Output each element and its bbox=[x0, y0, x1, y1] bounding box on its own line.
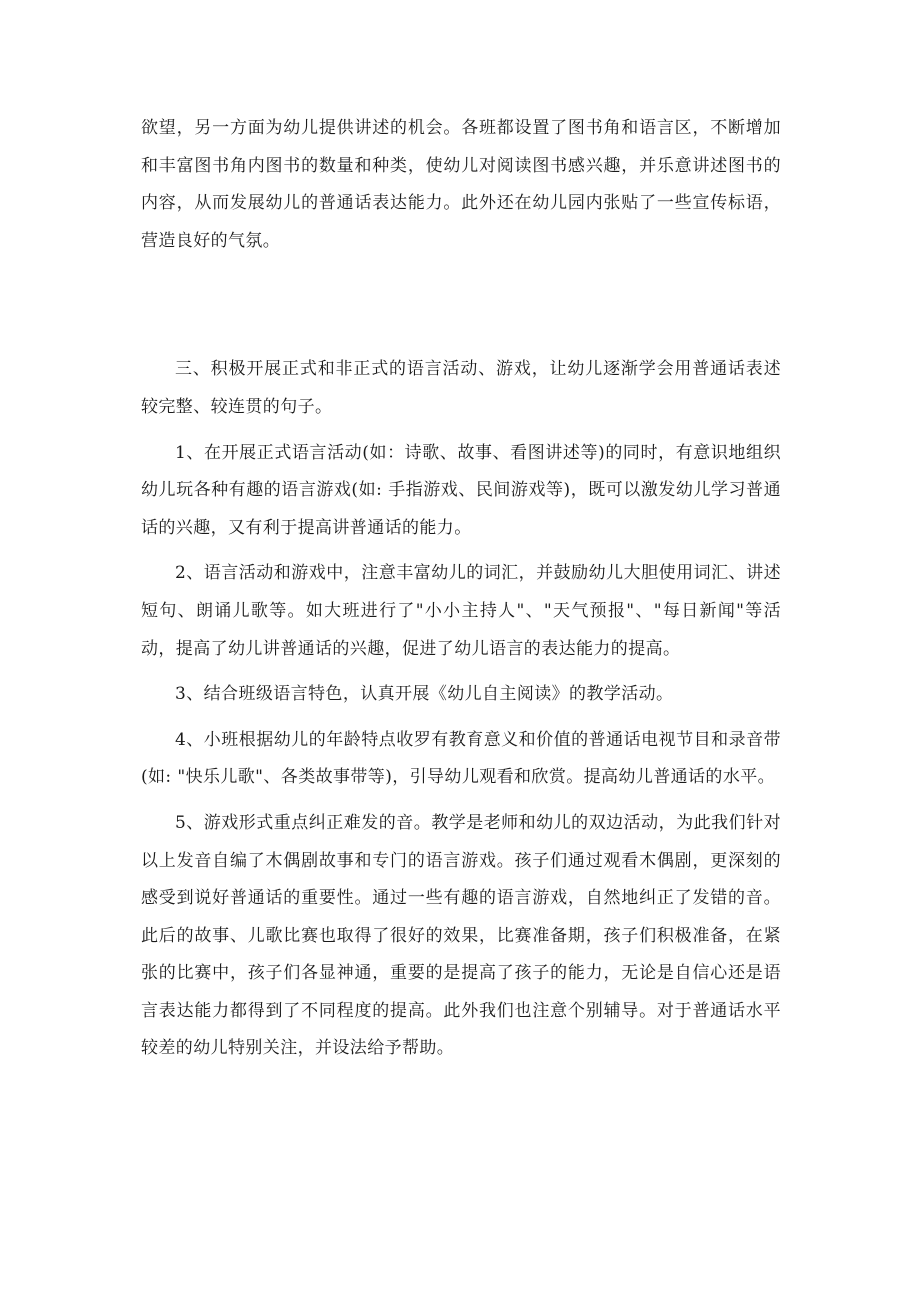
paragraph-item-3: 3、结合班级语言特色，认真开展《幼儿自主阅读》的教学活动。 bbox=[175, 684, 674, 705]
paragraph-continuation: 欲望，另一方面为幼儿提供讲述的机会。各班都设置了图书角和语言区，不断增加和丰富图书角内图书的数量和种类，使幼儿对阅读图书感兴趣，并乐意讲述图书的内容，从而发展幼儿的普通话表达能力。此外还在幼儿园内张贴了一些宣传标语，营造良好的气氛。 bbox=[141, 118, 781, 251]
document-body bbox=[141, 110, 781, 1068]
paragraph-item-2: 2、语言活动和游戏中，注意丰富幼儿的词汇，并鼓励幼儿大胆使用词汇、讲述短句、朗诵儿歌等。如大班进行了"小小主持人"、"天气预报"、"每日新闻"等活动，提高了幼儿讲普通话的兴趣，促进了幼儿语言的表达能力的提高。 bbox=[141, 563, 781, 659]
paragraph-item-5: 5、游戏形式重点纠正难发的音。教学是老师和幼儿的双边活动，为此我们针对以上发音自编了木偶剧故事和专门的语言游戏。孩子们通过观看木偶剧，更深刻的感受到说好普通话的重要性。通过一些有趣的语言游戏，自然地纠正了发错的音。此后的故事、儿歌比赛也取得了很好的效果，比赛准备期，孩子们积极准备，在紧张的比赛中，孩子们各显神通，重要的是提高了孩子的能力，无论是自信心还是语言表达能力都得到了不同程度的提高。此外我们也注意个别辅导。对于普通话水平较差的幼儿特别关注，并设法给予帮助。 bbox=[141, 812, 781, 1059]
section-heading-three: 三、积极开展正式和非正式的语言活动、游戏，让幼儿逐渐学会用普通话表述较完整、较连贯的句子。 bbox=[141, 359, 781, 417]
paragraph-item-4: 4、小班根据幼儿的年龄特点收罗有教育意义和价值的普通话电视节目和录音带(如: "快乐儿歌"、各类故事带等)，引导幼儿观看和欣赏。提高幼儿普通话的水平。 bbox=[141, 729, 781, 788]
paragraph-item-1: 1、在开展正式语言活动(如：诗歌、故事、看图讲述等)的同时，有意识地组织幼儿玩各种有趣的语言游戏(如: 手指游戏、民间游戏等)，既可以激发幼儿学习普通话的兴趣，又有利于提高讲普通话的能力。 bbox=[141, 442, 781, 538]
